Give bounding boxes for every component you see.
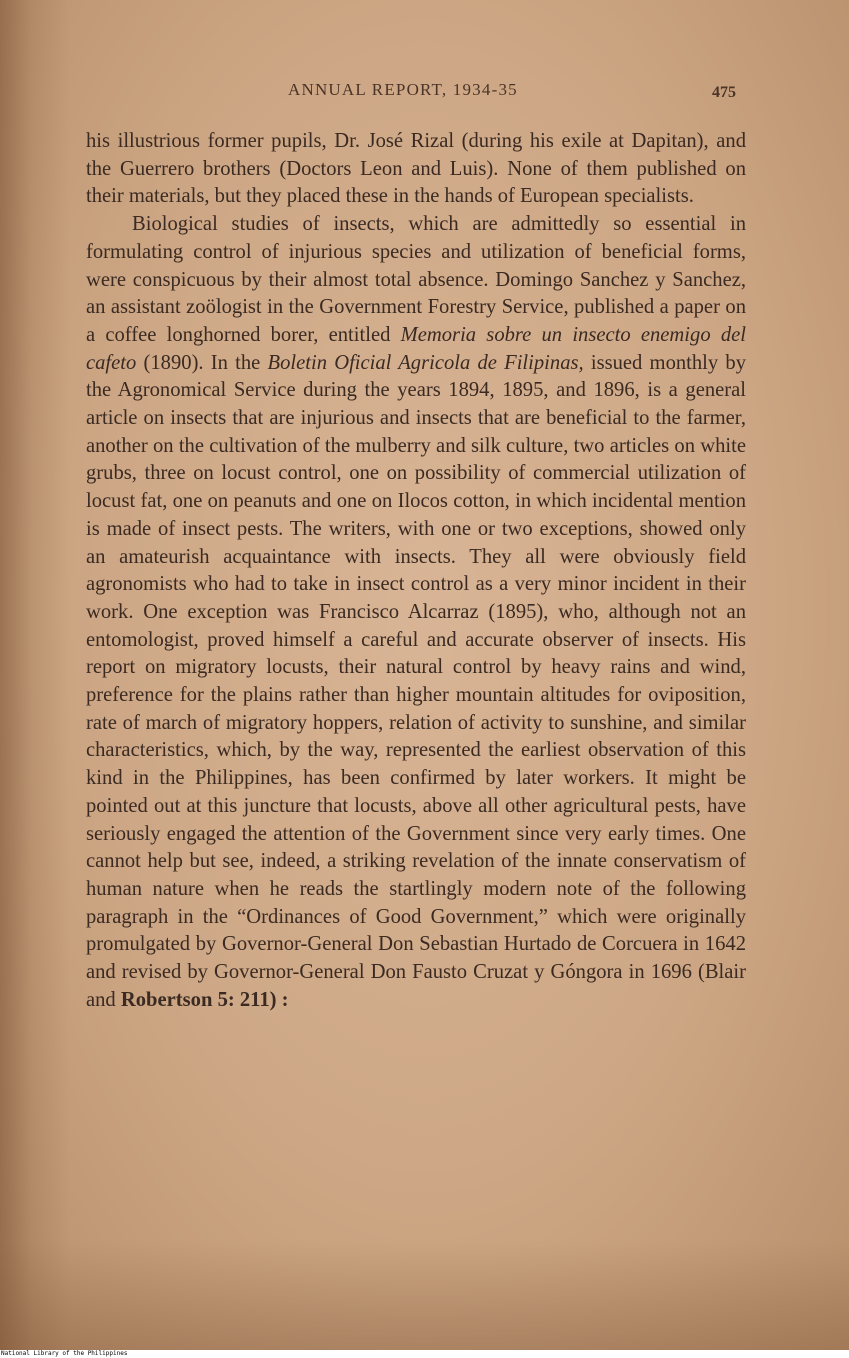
binding-shadow <box>0 0 70 1350</box>
text-segment: issued monthly by the Agronomical Service during the years 1894, 1895, and 1896, is a general article on insects that are injurious and insects that are beneficial to the farmer, another on the cultivation of the mulberry and silk culture, two articles on white grubs, three on locust control, one on possibility of commercial utilization of locust fat, one on peanuts and one on Ilocos cotton, in which incidental mention is made of insect pests. The writers, with one or two exceptions, showed only an amateurish acquaintance with insects. They all were obviously field agronomists who had to take in insect control as a very minor incident in their work. One exception was Francisco Alcarraz (1895), who, although not an entomologist, proved himself a careful and accurate observer of insects. His report on migratory locusts, their natural control by heavy rains and wind, preference for the plains rather than higher mountain altitudes for oviposition, rate of march of migratory hoppers, relation of activity to sunshine, and similar characteristics, which, by the way, represented the earliest observation of this kind in the Philippines, has been confirmed by later workers. It might be pointed out at this juncture that locusts, above all other agricultural pests, have seriously engaged the attention of the Government since very early times. One cannot help but see, indeed, a striking revelation of the innate conservatism of human nature when he reads the startlingly modern note of the following paragraph in the “Ordinances of Good Government,” which were originally promulgated by Governor-General Don Sebastian Hurtado de Corcuera in 1642 and revised by Governor-General Don Fausto Cruzat y Góngora in 1696 (Blair and <box>86 351 746 1011</box>
paragraph-biological-studies <box>86 211 746 1014</box>
paragraph-continued: his illustrious former pupils, Dr. José Rizal (during his exile at Dapitan), and the Guerrero brothers (Doctors Leon and Luis). None of them published on their materials, but they placed these in the hands of European specialists. <box>86 130 746 208</box>
publication-title: Memoria sobre un insecto enemigo del cafeto <box>86 323 746 374</box>
text-segment: (1890). In the <box>136 351 268 374</box>
body-text <box>86 128 746 1015</box>
bottom-shadow <box>0 1240 849 1350</box>
citation-reference: Robertson 5: 211) : <box>120 988 289 1011</box>
page-number: 475 <box>712 84 736 101</box>
running-title: ANNUAL REPORT, 1934-35 <box>288 80 518 99</box>
library-credit: National Library of the Philippines <box>1 1350 128 1357</box>
text-segment: Biological studies of insects, which are admittedly so essential in formulating control of injurious species and utilization of beneficial forms, were conspicuous by their almost total absence. Domingo Sanchez y Sanchez, an assistant zoölogist in the Government Forestry Service, published a paper on a coffee longhorned borer, entitled <box>86 213 746 346</box>
publication-title: Boletin Oficial Agricola de Filipinas, <box>267 351 584 374</box>
